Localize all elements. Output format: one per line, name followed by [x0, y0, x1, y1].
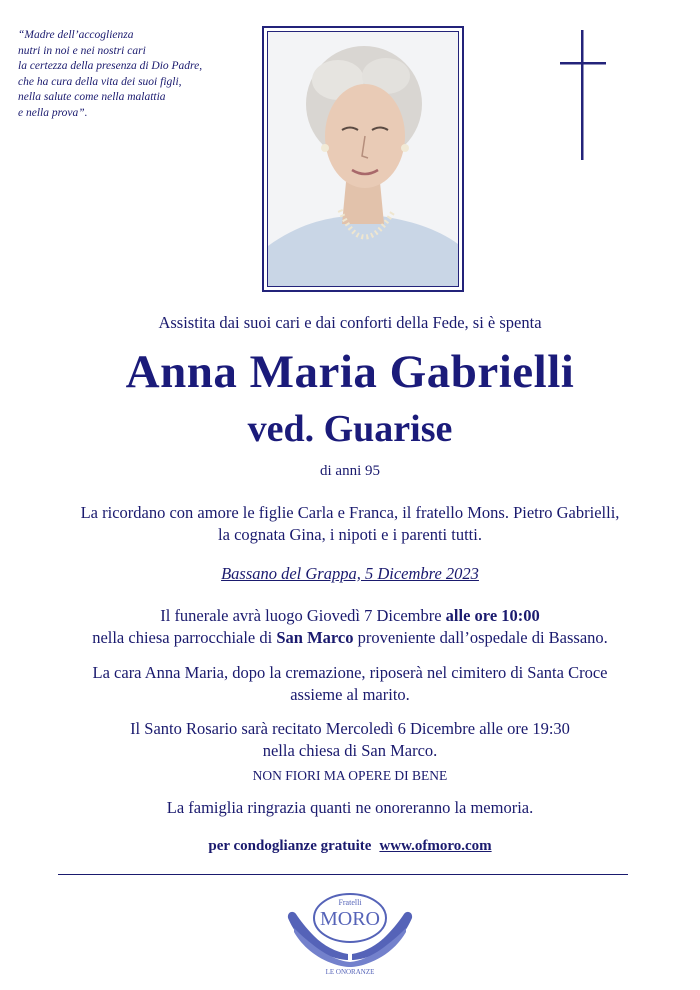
quote-line: “Madre dell’accoglienza	[18, 29, 134, 41]
mourners-text	[0, 502, 700, 546]
funeral-home-logo	[284, 888, 416, 976]
rosary-line: nella chiesa di San Marco.	[262, 741, 438, 760]
rosary-text	[0, 718, 700, 762]
condolences-link[interactable]: www.ofmoro.com	[379, 838, 492, 854]
place-date-text: Bassano del Grappa, 5 Dicembre 2023	[221, 564, 479, 583]
married-name: ved. Guarise	[247, 408, 453, 450]
intro-text: Assistita dai suoi cari e dai conforti della Fede, si è spenta	[158, 313, 542, 332]
burial-text	[0, 662, 700, 706]
funeral-time: alle ore 10:00	[445, 606, 540, 625]
rosary-line: Il Santo Rosario sarà recitato Mercoledì 6 Dicembre alle ore 19:30	[130, 719, 570, 738]
quote-line: e nella prova”.	[18, 106, 88, 119]
funeral-line: nella chiesa parrocchiale di San Marco proveniente dall’ospedale di Bassano.	[92, 628, 608, 647]
burial-line: assieme al marito.	[290, 685, 410, 704]
deceased-name: Anna Maria Gabrielli	[125, 346, 575, 398]
portrait-photo	[267, 31, 459, 287]
quote-line: nutri in noi e nei nostri cari	[18, 44, 146, 57]
thanks-text: La famiglia ringrazia quanti ne onoreranno la memoria.	[166, 798, 534, 817]
condolences-label: per condoglianze gratuite	[208, 838, 372, 854]
portrait-frame	[262, 26, 464, 292]
cross-icon	[560, 30, 606, 160]
burial-line: La cara Anna Maria, dopo la cremazione, riposerà nel cimitero di Santa Croce	[92, 663, 608, 682]
funeral-line: Il funerale avrà luogo Giovedì 7 Dicembre alle ore 10:00	[160, 606, 540, 625]
funeral-text	[0, 605, 700, 649]
no-flowers-note: NON FIORI MA OPERE DI BENE	[252, 768, 448, 783]
mourners-line: La ricordano con amore le figlie Carla e Franca, il fratello Mons. Pietro Gabrielli,	[80, 503, 620, 522]
logo-bottom: LE ONORANZE	[325, 968, 375, 976]
quote-line: la certezza della presenza di Dio Padre,	[18, 60, 203, 72]
mourners-line: la cognata Gina, i nipoti e i parenti tutti.	[218, 525, 482, 544]
epigraph-quote	[18, 28, 258, 121]
place-date	[0, 564, 700, 584]
logo-top: Fratelli	[338, 898, 362, 907]
divider	[58, 874, 628, 875]
quote-line: che ha cura della vita dei suoi figli,	[18, 75, 182, 88]
condolences-line	[0, 838, 700, 855]
funeral-church: San Marco	[276, 628, 354, 647]
quote-line: nella salute come nella malattia	[18, 91, 166, 103]
age-text: di anni 95	[320, 463, 380, 479]
logo-brand: MORO	[319, 908, 381, 930]
